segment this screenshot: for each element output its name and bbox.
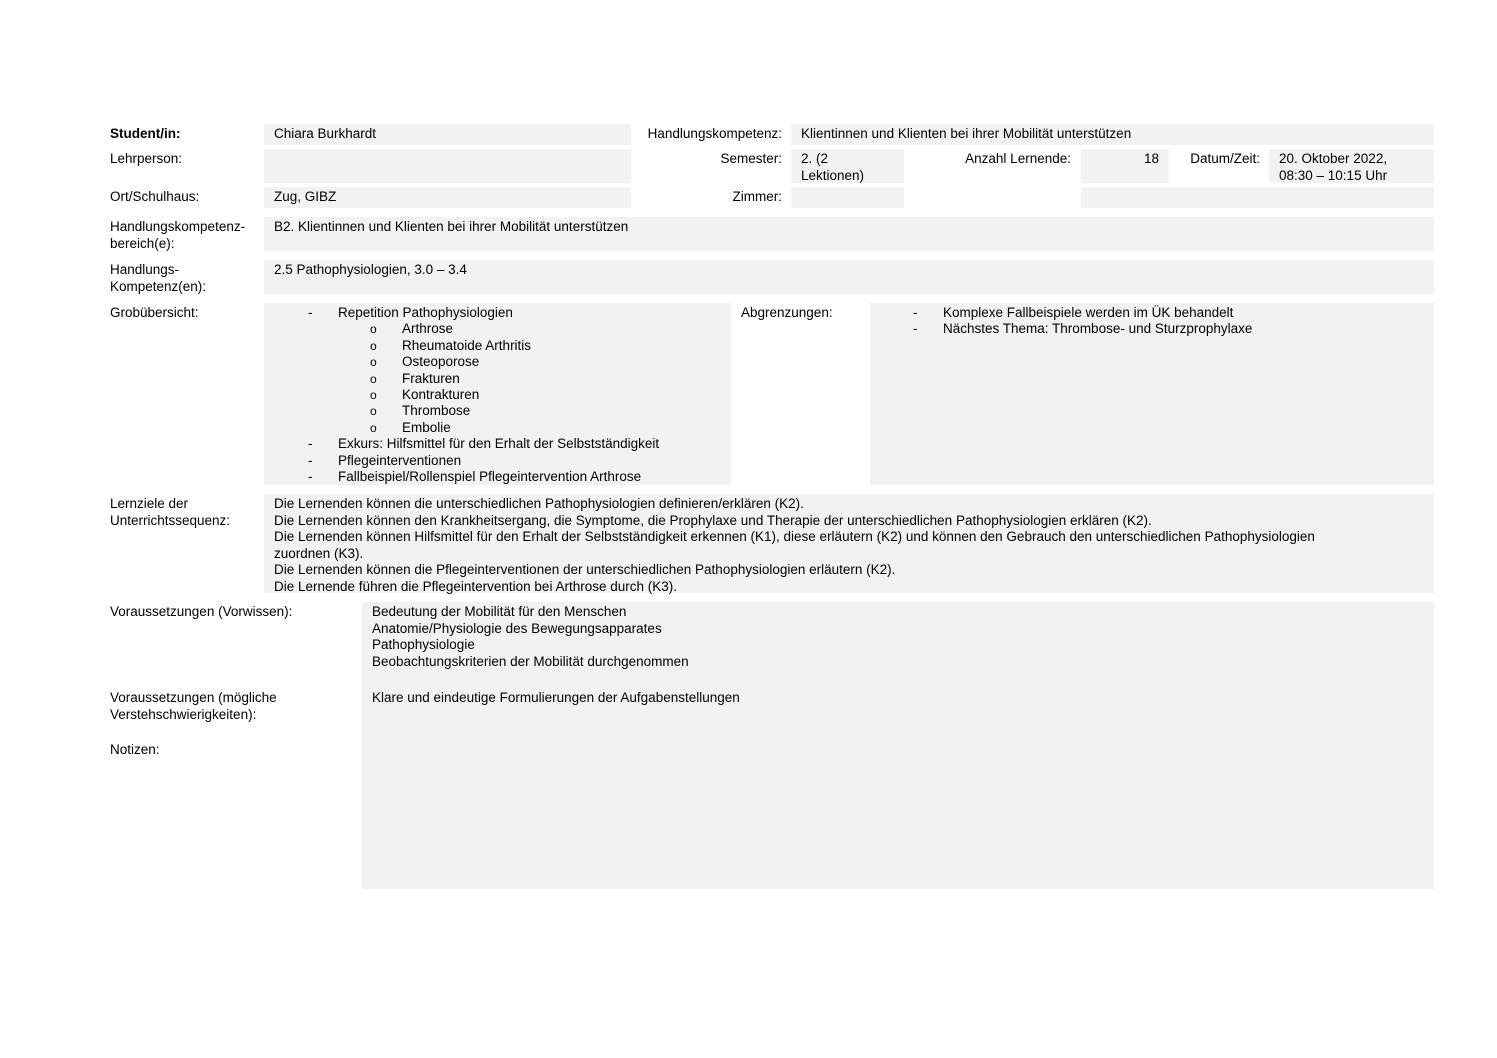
list-item: - Fallbeispiel/Rollenspiel Pflegeintervention Arthrose bbox=[308, 469, 642, 485]
lehrperson-label: Lehrperson: bbox=[110, 151, 183, 166]
student-label: Student/in: bbox=[110, 126, 181, 141]
ort-schulhaus-value: Zug, GIBZ bbox=[274, 189, 337, 204]
hk-kompetenz-label bbox=[110, 262, 206, 295]
datum-zeit-field[interactable] bbox=[1269, 149, 1434, 183]
student-value: Chiara Burkhardt bbox=[274, 126, 377, 141]
datum-value: 20. Oktober 2022, bbox=[1279, 151, 1388, 166]
list-item: o Thrombose bbox=[370, 403, 471, 419]
lernziel-line: zuordnen (K3). bbox=[274, 545, 364, 561]
lernziel-line: Die Lernenden können die unterschiedlichen Pathophysiologien definieren/erklären (K2). bbox=[274, 496, 804, 511]
schwierigkeiten-label-line: Voraussetzungen (mögliche bbox=[110, 690, 277, 705]
zimmer-field[interactable] bbox=[791, 187, 904, 208]
schwierigkeiten-value: Klare und eindeutige Formulierungen der Aufgabenstellungen bbox=[372, 690, 740, 705]
hk-kompetenz-label-line: Handlungs- bbox=[110, 262, 180, 277]
semester-value: 2. (2 Lektionen) bbox=[801, 151, 865, 183]
zimmer-label: Zimmer: bbox=[732, 189, 782, 204]
list-item: - Exkurs: Hilfsmittel für den Erhalt der Selbstständigkeit bbox=[308, 436, 660, 452]
lernziele-field[interactable] bbox=[264, 494, 1434, 593]
list-item: o Embolie bbox=[370, 419, 451, 435]
grobuebersicht-field[interactable] bbox=[264, 303, 731, 485]
datum-zeit-label: Datum/Zeit: bbox=[1190, 151, 1260, 166]
list-item: o Osteoporose bbox=[370, 354, 480, 370]
vorwissen-line: Anatomie/Physiologie des Bewegungsapparates bbox=[372, 620, 662, 636]
abgrenzungen-label: Abgrenzungen: bbox=[741, 305, 833, 320]
hk-bereich-value: B2. Klientinnen und Klienten bei ihrer Mobilität unterstützen bbox=[274, 219, 629, 234]
semester-label: Semester: bbox=[720, 151, 782, 166]
vorwissen-label: Voraussetzungen (Vorwissen): bbox=[110, 604, 293, 619]
handlungskompetenz-value: Klientinnen und Klienten bei ihrer Mobilität unterstützen bbox=[801, 126, 1132, 141]
list-item: o Rheumatoide Arthritis bbox=[370, 337, 532, 353]
hk-bereich-label-line: bereich(e): bbox=[110, 235, 175, 251]
lernziele-label-line: Unterrichtssequenz: bbox=[110, 512, 231, 528]
lernziel-line: Die Lernenden können die Pflegeinterventionen der unterschiedlichen Pathophysiologien erläutern (K2). bbox=[274, 562, 896, 577]
schwierigkeiten-label bbox=[110, 690, 277, 723]
handlungskompetenz-field[interactable] bbox=[791, 124, 1434, 145]
vorwissen-line: Bedeutung der Mobilität für den Menschen bbox=[372, 604, 627, 619]
lernziel-line: Die Lernende führen die Pflegeintervention bei Arthrose durch (K3). bbox=[274, 578, 677, 594]
hk-kompetenz-value: 2.5 Pathophysiologien, 3.0 – 3.4 bbox=[274, 262, 467, 277]
vorwissen-line: Beobachtungskriterien der Mobilität durchgenommen bbox=[372, 653, 689, 669]
semester-field[interactable] bbox=[791, 149, 904, 183]
ort-schulhaus-label: Ort/Schulhaus: bbox=[110, 189, 200, 204]
lehrperson-field[interactable] bbox=[264, 149, 631, 183]
student-field[interactable] bbox=[264, 124, 631, 145]
notizen-label: Notizen: bbox=[110, 742, 160, 757]
lernziele-label bbox=[110, 496, 230, 529]
list-item: - Nächstes Thema: Thrombose- und Sturzprophylaxe bbox=[913, 321, 1253, 337]
lernziele-label-line: Lernziele der bbox=[110, 496, 189, 511]
anzahl-lernende-field[interactable] bbox=[1081, 149, 1169, 183]
lernziel-line: Die Lernenden können den Krankheitsergang, die Symptome, die Prophylaxe und Therapie der unterschiedlichen Pathophysiologien erklären (K2). bbox=[274, 512, 1152, 528]
list-item: o Kontrakturen bbox=[370, 387, 480, 403]
schwierigkeiten-label-line: Verstehschwierigkeiten): bbox=[110, 706, 257, 722]
handlungskompetenz-label: Handlungskompetenz: bbox=[647, 126, 782, 141]
hk-bereich-label-line: Handlungskompetenz- bbox=[110, 219, 246, 234]
list-item: o Frakturen bbox=[370, 370, 460, 386]
hk-kompetenz-field[interactable] bbox=[264, 260, 1434, 294]
hk-bereich-field[interactable] bbox=[264, 217, 1434, 251]
empty-field bbox=[1081, 187, 1434, 208]
grobuebersicht-label: Grobübersicht: bbox=[110, 305, 199, 320]
zeit-value: 08:30 – 10:15 Uhr bbox=[1279, 167, 1388, 183]
hk-bereich-label bbox=[110, 219, 245, 252]
list-item: - Repetition Pathophysiologien bbox=[308, 305, 513, 320]
anzahl-lernende-label: Anzahl Lernende: bbox=[965, 151, 1071, 166]
anzahl-lernende-value: 18 bbox=[1143, 151, 1159, 166]
list-item: - Komplexe Fallbeispiele werden im ÜK behandelt bbox=[913, 305, 1234, 320]
hk-kompetenz-label-line: Kompetenz(en): bbox=[110, 278, 207, 294]
voraussetzungen-field[interactable] bbox=[362, 602, 1434, 889]
abgrenzungen-field[interactable] bbox=[870, 303, 1434, 485]
list-item: o Arthrose bbox=[370, 321, 454, 337]
vorwissen-line: Pathophysiologie bbox=[372, 637, 475, 652]
lernziel-line: Die Lernenden können Hilfsmittel für den Erhalt der Selbstständigkeit erkennen (K1), diese erläutern (K2) und können den Gebrauch den unterschiedlichen Pathophysiologien bbox=[274, 529, 1315, 544]
list-item: - Pflegeinterventionen bbox=[308, 452, 462, 468]
ort-schulhaus-field[interactable] bbox=[264, 187, 631, 208]
